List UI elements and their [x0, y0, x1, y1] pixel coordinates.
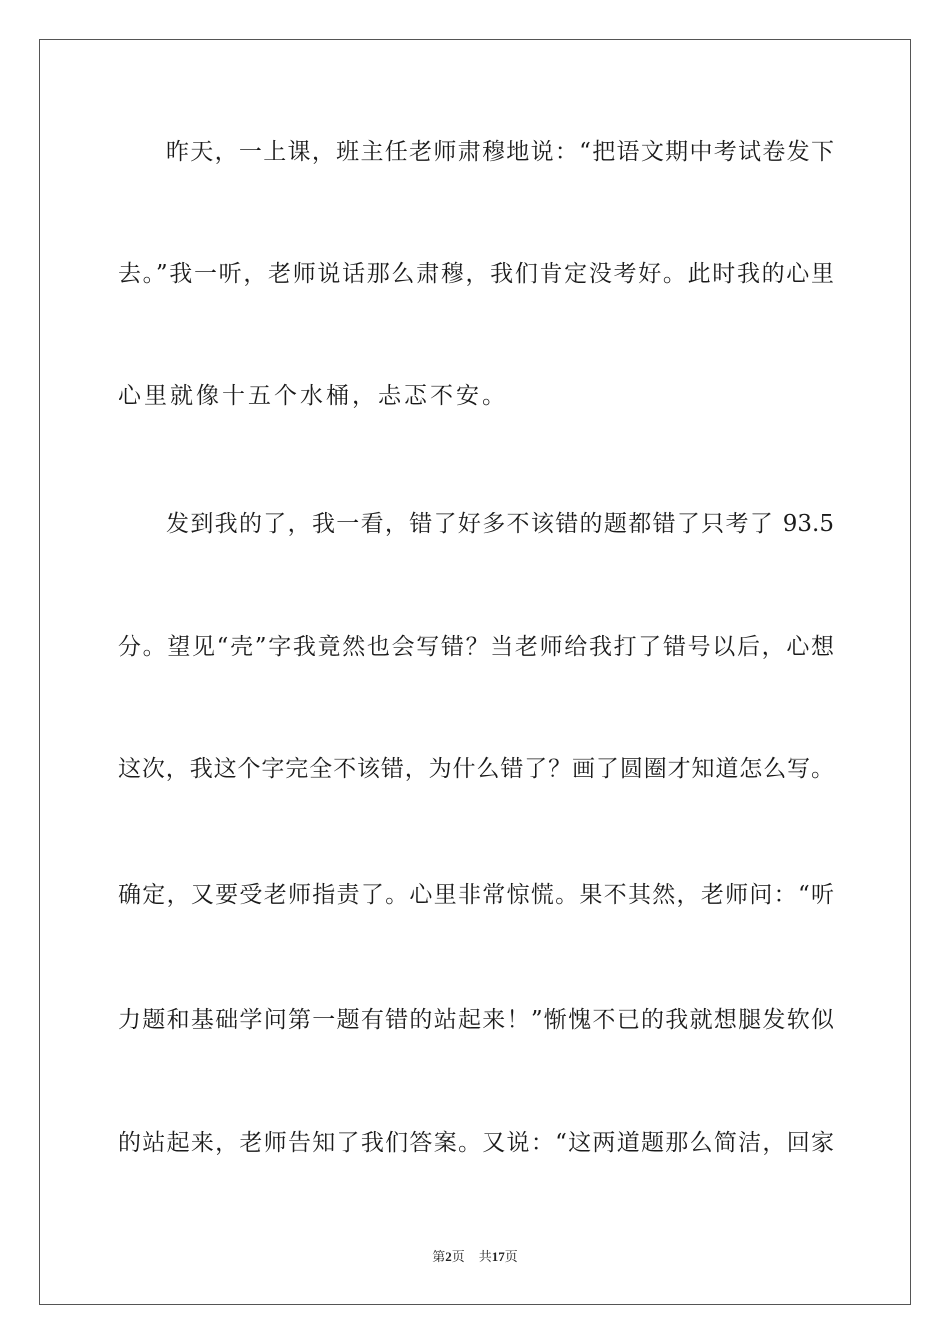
paragraph-line: 昨天，一上课，班主任老师肃穆地说：“把语文期中考试卷发下 [166, 139, 834, 165]
page-prefix: 第 [432, 1250, 446, 1265]
paragraph-line: 力题和基础学问第一题有错的站起来！”惭愧不已的我就想腿发软似 [118, 1007, 834, 1033]
paragraph-line: 发到我的了，我一看，错了好多不该错的题都错了只考了 93.5 [166, 511, 834, 537]
paragraph-line: 去。”我一听，老师说话那么肃穆，我们肯定没考好。此时我的心里 [118, 261, 834, 287]
paragraph-line: 心里就像十五个水桶，忐忑不安。 [118, 383, 508, 409]
page-border [39, 39, 911, 1305]
paragraph-line: 的站起来，老师告知了我们答案。又说：“这两道题那么简洁，回家 [118, 1130, 834, 1156]
total-prefix: 共 [478, 1250, 492, 1265]
page-number: 2 [445, 1249, 452, 1264]
total-pages: 17 [491, 1249, 505, 1264]
paragraph-line: 这次，我这个字完全不该错，为什么错了？画了圆圈才知道怎么写。 [118, 756, 834, 782]
page-footer [0, 1248, 950, 1267]
page-suffix: 页 [451, 1250, 465, 1265]
paragraph-line: 确定，又要受老师指责了。心里非常惊慌。果不其然，老师问：“听 [118, 882, 834, 908]
paragraph-line: 分。望见“壳”字我竟然也会写错？当老师给我打了错号以后，心想 [118, 634, 834, 660]
total-suffix: 页 [504, 1250, 518, 1265]
